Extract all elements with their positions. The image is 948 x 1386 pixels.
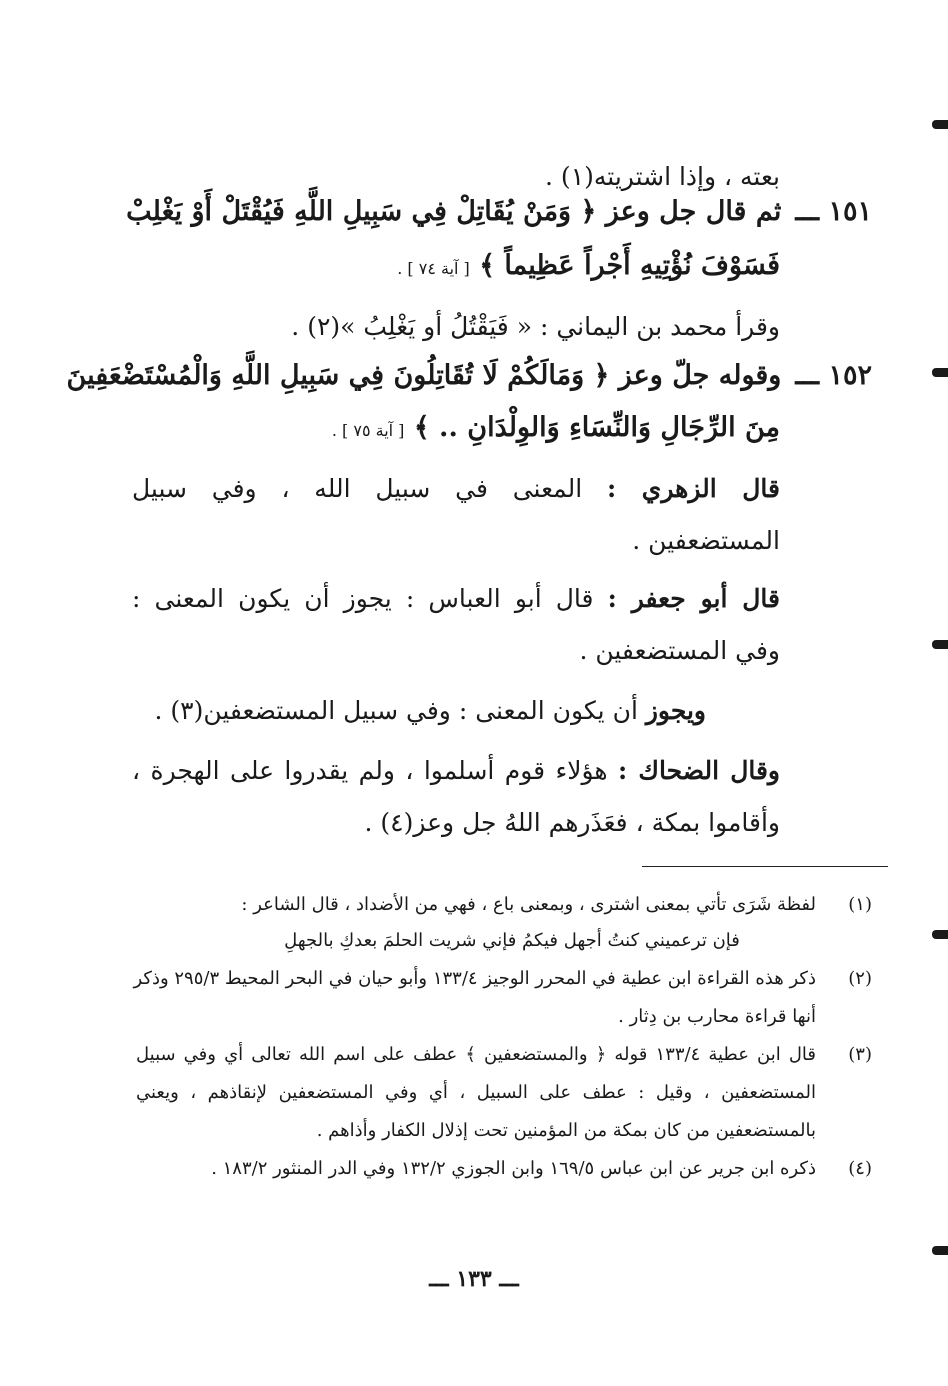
footnote-3-line2: المستضعفين ، وقيل : عطف على السبيل ، أي وفي المستضعفين لإنقاذهم ، ويعني [136, 1082, 816, 1103]
dahhak-paragraph-line1: وقال الضحاك : هؤلاء قوم أسلموا ، ولم يقدروا على الهجرة ، [132, 756, 780, 785]
entry-152-line2: مِنَ الرِّجَالِ وَالنِّسَاءِ وَالوِلْدَانِ .. ﴾ [ آية ٧٥ ] . [331, 412, 780, 443]
page-edge-mark [932, 1246, 948, 1255]
footnote-2-line2: أنها قراءة محارب بن دِثار . [618, 1006, 816, 1027]
page-edge-mark [932, 368, 948, 377]
footnote-1-verse [186, 930, 838, 960]
zuhri-paragraph-line2: المستضعفين . [632, 526, 780, 555]
speaker-name: قال أبو جعفر : [607, 584, 780, 613]
poetry-verse: فإن ترعميني كنتُ أجهل فيكمُ فإني شريت الحلمَ بعدكِ بالجهلِ [284, 930, 740, 951]
continuation-line: بعته ، وإذا اشتريته(١) . [545, 162, 780, 191]
footnote-3-line3: بالمستضعفين من كان بمكة من المؤمنين تحت إذلال الكفار وأذاهم . [316, 1120, 816, 1141]
zuhri-paragraph-line1: قال الزهري : المعنى في سبيل الله ، وفي سبيل [132, 474, 780, 503]
verse-reference: [ آية ٧٥ ] . [331, 421, 405, 440]
footnote-2: (٢) ذكر هذه القراءة ابن عطية في المحرر الوجيز ١٣٣/٤ وأبو حيان في البحر المحيط ٢٩٥/٣ وذكر [133, 968, 872, 989]
yajuz-paragraph: ويجوز أن يكون المعنى : وفي سبيل المستضعفين(٣) . [154, 696, 706, 725]
footnote-number: (١) [848, 894, 872, 915]
footnote-number: (٢) [848, 968, 872, 989]
speaker-name: وقال الضحاك : [618, 756, 780, 785]
entry-151-line2: فَسَوْفَ نُؤْتِيهِ أَجْراً عَظِيماً ﴾ [ آية ٧٤ ] . [397, 250, 780, 281]
entry-number: ١٥١ ـــ [795, 196, 872, 227]
footnote-1: (١) لفظة شَرَى تأتي بمعنى اشترى ، وبمعنى باع ، فهي من الأضداد ، قال الشاعر : [241, 894, 872, 915]
page-edge-mark [932, 640, 948, 649]
page-edge-mark [932, 930, 948, 939]
entry-151-line1: ١٥١ ـــثم قال جل وعز ﴿ وَمَنْ يُقَاتِلْ فِي سَبِيلِ اللَّهِ فَيُقْتَلْ أَوْ يَغْلِبْ [126, 196, 872, 227]
footnote-4: (٤) ذكره ابن جرير عن ابن عباس ١٦٩/٥ وابن الجوزي ١٣٢/٢ وفي الدر المنثور ١٨٣/٢ . [211, 1158, 872, 1179]
footnote-separator [642, 866, 888, 867]
footnote-number: (٤) [848, 1158, 872, 1179]
entry-number: ١٥٢ ـــ [795, 360, 872, 391]
speaker-name: قال الزهري : [607, 474, 780, 503]
footnote-number: (٣) [848, 1044, 872, 1065]
entry-151-reading: وقرأ محمد بن اليماني : « فَيَقْتُلُ أو يَغْلِبُ »(٢) . [291, 312, 780, 341]
abujafar-paragraph-line1: قال أبو جعفر : قال أبو العباس : يجوز أن يكون المعنى : [132, 584, 780, 613]
footnote-3: (٣) قال ابن عطية ١٣٣/٤ قوله ﴿ والمستضعفين ﴾ عطف على اسم الله تعالى أي وفي سبيل [136, 1044, 872, 1065]
entry-152-line1: ١٥٢ ـــوقوله جلّ وعز ﴿ وَمَالَكُمْ لَا تُقَاتِلُونَ فِي سَبِيلِ اللَّهِ وَالْمُسْتَضْعَفِينَ [66, 360, 872, 391]
page-number: ـــ ١٣٣ ـــ [429, 1266, 519, 1292]
verse-reference: [ آية ٧٤ ] . [397, 259, 470, 278]
dahhak-paragraph-line2: وأقاموا بمكة ، فعَذَرهم اللهُ جل وعز(٤) . [364, 808, 780, 837]
abujafar-paragraph-line2: وفي المستضعفين . [579, 636, 780, 665]
page-edge-mark [932, 120, 948, 129]
